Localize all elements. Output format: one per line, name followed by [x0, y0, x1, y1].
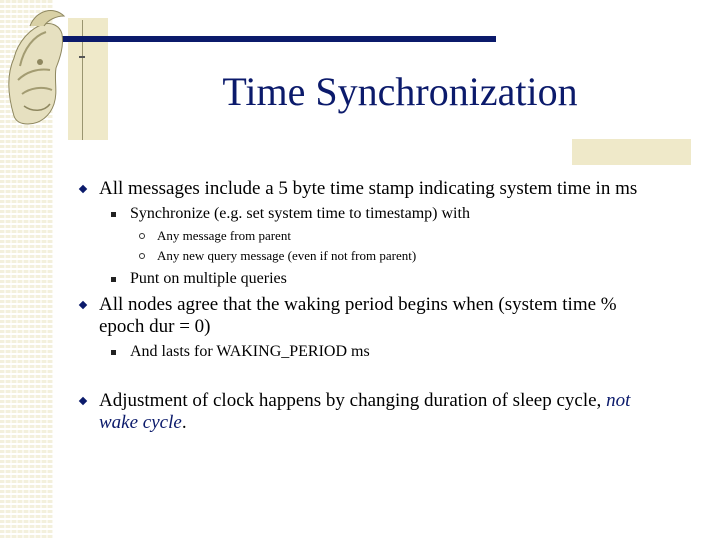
square-bullet-icon [111, 277, 116, 282]
bullet-text: Punt on multiple queries [130, 270, 287, 287]
bullet-text: Synchronize (e.g. set system time to timestamp) with [130, 205, 470, 222]
bullet-text-line1: All nodes agree that the waking period begins when (system time % [99, 294, 617, 315]
bullet-text: . [181, 412, 187, 433]
bullet-text: Adjustment of clock happens by changing duration of sleep cycle, [99, 390, 607, 411]
emphasis-text: wake cycle [99, 412, 182, 433]
bullet-text-line2 [99, 412, 187, 434]
diamond-bullet-icon [79, 397, 87, 405]
bullet-text: Any message from parent [157, 228, 291, 243]
diamond-bullet-icon [79, 185, 87, 193]
square-bullet-icon [111, 212, 116, 217]
diamond-bullet-icon [79, 301, 87, 309]
slide-title: Time Synchronization [222, 69, 578, 114]
bullet-text: Any new query message (even if not from parent) [157, 248, 417, 263]
bullet-text-line1 [99, 390, 630, 412]
emphasis-text: not [606, 390, 631, 411]
circle-bullet-icon [139, 253, 145, 259]
bullet-text-line2: epoch dur = 0) [99, 316, 211, 337]
bullet-text: All messages include a 5 byte time stamp indicating system time in ms [99, 178, 638, 199]
bullet-text: And lasts for WAKING_PERIOD ms [130, 343, 370, 360]
square-bullet-icon [111, 350, 116, 355]
circle-bullet-icon [139, 233, 145, 239]
